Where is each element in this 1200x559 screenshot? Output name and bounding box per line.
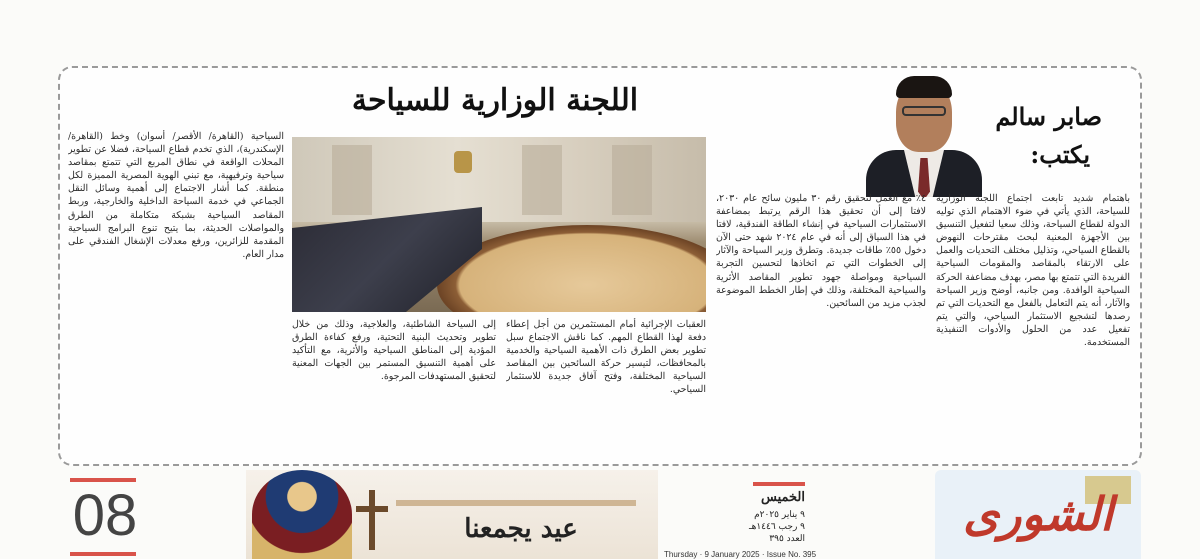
portrait-hair bbox=[896, 76, 952, 98]
page-number-rule-top bbox=[70, 478, 136, 482]
issue-date-block bbox=[665, 490, 805, 545]
issue-day: الخميس bbox=[761, 490, 805, 505]
photo-panel bbox=[612, 145, 652, 215]
article-column-4: إلى السياحة الشاطئية، والعلاجية، وذلك من خلال تطوير وتحديث البنية التحتية، ورفع كفاءة الطرق المؤدية إلى المناطق السياحية والأثرية، مع التأكيد على أهمية التنسيق المستمر بين الجهات المعنية لتحقيق المستهدفات المرجوة. bbox=[292, 319, 496, 383]
page-number-rule-bottom bbox=[70, 552, 136, 556]
date-rule bbox=[753, 482, 805, 486]
newspaper-logo bbox=[935, 470, 1141, 559]
issue-hijri-date: ٩ رجب ١٤٤٦هـ bbox=[748, 522, 805, 532]
photo-panel bbox=[332, 145, 372, 215]
meeting-photo bbox=[292, 137, 706, 312]
issue-number: العدد ٣٩٥ bbox=[769, 534, 805, 544]
article-column-1: باهتمام شديد تابعت اجتماع اللجنة الوزارية للسياحة، الذي يأتي في ضوء الاهتمام الذي توليه الدولة لقطاع السياحة، وذلك سعيا لتفعيل التنسيق بين الأجهزة المعنية لبحث مقترحات النهوض بالقطاع السياحي، وتذليل مختلف التحديات والعمل على الارتقاء بالمقاصد والمقومات السياحية الفريدة التي تتمتع بها مصر، بهدف مضاعفة الحركة السياحية الوافدة. ومن جانبه، أوضح وزير السياحة والآثار، أنه يتم التعامل بالفعل مع التحديات التي تم رصدها لتشجيع الاستثمار السياحي، والتي يتم تفعيل عدد من الحلول والأدوات التنفيذية المستخدمة. bbox=[936, 193, 1130, 349]
portrait-glasses bbox=[902, 106, 946, 116]
article-column-5: السياحية (القاهرة/ الأقصر/ أسوان) وخط (القاهرة/ الإسكندرية)، الذي تخدم قطاع السياحة، فضلا عن تطوير المحلات الواقعة في نطاق المربع التي تتمتع بمقاصد سياحية وترفيهية، مع تبني الهوية المصرية المميزة لكل منطقة. كما أشار الاجتماع إلى أهمية وسائل النقل الجماعي في خدمة السياحة الداخلية والخارجية، وربط المقاصد السياحية بشبكة متكاملة من الطرق والمواصلات الحديثة، بما يتيح تنوع البرامج السياحية المقدمة للزائرين، ورفع معدلات الإشغال الفندقي على مدار العام. bbox=[68, 131, 284, 260]
page-footer bbox=[0, 470, 1200, 559]
article-column-3: العقبات الإجرائية أمام المستثمرين من أجل إعطاء دفعة لهذا القطاع المهم. كما ناقش الاجتماع سبل تطوير بعض الطرق ذات الأهمية السياحية والخدمية بالمحافظات، لتيسير حركة السائحين بين المقاصد السياحية المختلفة، وفتح آفاق جديدة للاستثمار السياحي. bbox=[506, 319, 706, 396]
photo-emblem bbox=[454, 151, 472, 173]
holiday-advertisement bbox=[246, 470, 658, 559]
issue-english-line: Thursday · 9 January 2025 · Issue No. 395 bbox=[664, 550, 817, 559]
madonna-icon bbox=[252, 470, 352, 559]
photo-panel bbox=[522, 145, 562, 215]
article-headline: اللجنة الوزارية للسياحة bbox=[351, 83, 639, 118]
ad-greeting: عيد يجمعنا bbox=[464, 514, 578, 544]
logo-name: الشورى bbox=[963, 487, 1113, 541]
author-byline: يكتب: bbox=[1030, 140, 1090, 169]
issue-gregorian-date: ٩ يناير ٢٠٢٥م bbox=[754, 510, 805, 520]
ad-ornament bbox=[396, 500, 636, 506]
author-name: صابر سالم bbox=[995, 102, 1102, 131]
page-number: 08 bbox=[72, 483, 138, 548]
cross-icon bbox=[352, 490, 392, 550]
article-column-2: ٤٪ مع العمل لتحقيق رقم ٣٠ مليون سائح عام ٢٠٣٠، لافتا إلى أن تحقيق هذا الرقم يرتبط بمضاعفة الاستثمارات السياحية في إنشاء الطاقة الفندقية، لافتا في هذا السياق إلى أنه في عام ٢٠٢٤ شهد حتى الآن دخول ٥٥٪ طاقات جديدة. وتطرق وزير السياحة والآثار إلى الخطوات التي تم اتخاذها لتحسين التجربة السياحية ومواصلة جهود تطوير المقاصد الأثرية والسياحية المختلفة، وذلك في إطار الخطط الموضوعة لجذب مزيد من السائحين. bbox=[716, 193, 926, 309]
